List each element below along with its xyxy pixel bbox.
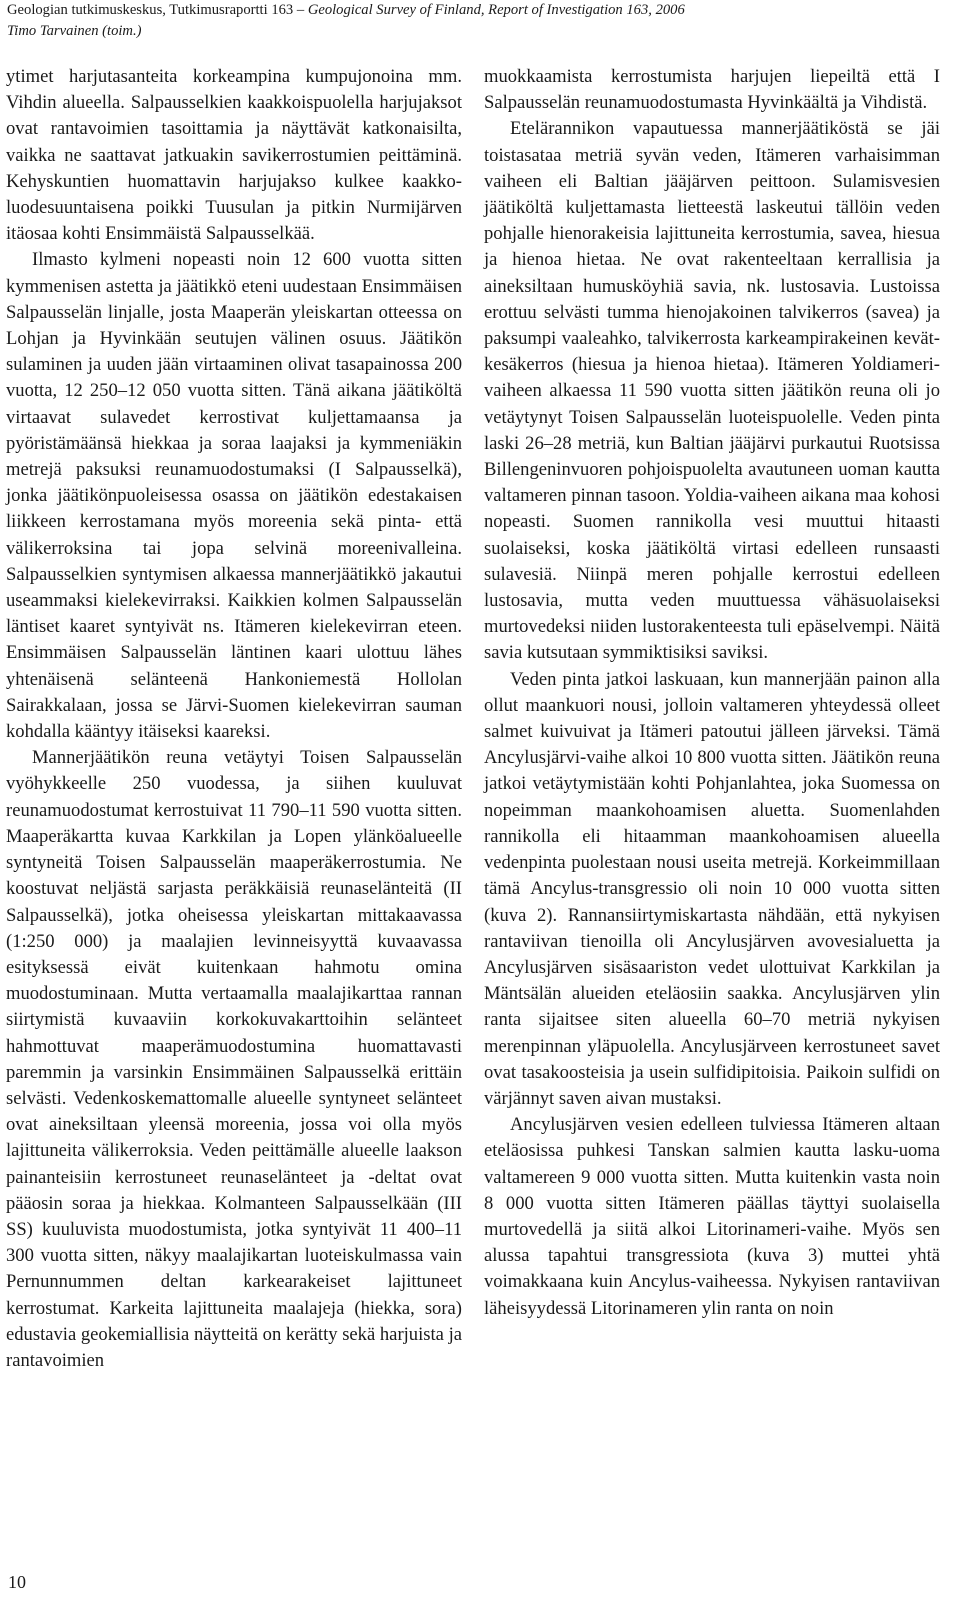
right-paragraph-1: muokkaamista kerrostumista harjujen liepeiltä että I Salpausselän reunamuodostumasta Hyvinkäältä ja Vihdistä. bbox=[484, 66, 940, 114]
header-editor: Timo Tarvainen (toim.) bbox=[7, 23, 142, 39]
page-number: 10 bbox=[8, 1572, 26, 1592]
right-paragraph-4: Ancylusjärven vesien edelleen tulviessa Itämeren altaan eteläosissa puhkesi Tanskan salmien kautta lasku-uoma valtamereen 9 000 vuotta sitten. Mutta kuitenkin vasta noin 8 000 vuotta sitten Itämeren päällas täyttyi suolaisella murtovedellä ja siitä alkoi Litorinameri-vaihe. Myös sen alussa tapahtui transgressiota (kuva 3) muttei yhtä voimakkaana kuin Ancylus-vaiheessa. Nykyisen rantaviivan läheisyydessä Litorinameren ylin ranta on noin bbox=[484, 1114, 940, 1319]
header-series-line bbox=[7, 0, 947, 21]
left-paragraph-3: Mannerjäätikön reuna vetäytyi Toisen Salpausselän vyöhykkeelle 250 vuodessa, ja siihen kuuluvat reunamuodostumat kerrostuivat 11 790–11 590 vuotta sitten. Maaperäkartta kuvaa Karkkilan ja Lopen ylänköalueelle syntyneitä Toisen Salpausselän maaperäkerrostumia. Ne koostuvat neljästä sarjasta peräkkäisiä reunaselänteitä (II Salpausselkä), jotka oheisessa yleiskartan mittakaavassa (1:250 000) ja maalajien levinneisyyttä kuvaavassa esityksessä eivät kuitenkaan hahmotu omina muodostuminaan. Mutta vertaamalla maalajikarttaa rannan siirtymistä kuvaaviin korkokuvakarttoihin selänteet hahmottuvat maaperämuodostumina huomattavasti paremmin ja varsinkin Ensimmäinen Salpausselkä erittäin selvästi. Vedenkoskemattomalle alueelle syntyneet selänteet ovat aineksiltaan yleensä moreenia, jossa voi olla myös lajittuneita välikerroksia. Veden peittämälle alueelle laakson painanteisiin kerrostuneet reunaselänteet ja -deltat ovat pääosin soraa ja hiekkaa. Kolmanteen Salpausselkään (III SS) kuuluvista muodostumista, jotka syntyivät 11 400–11 300 vuotta sitten, näkyy maalajikartan luoteiskulmassa vain Pernunnummen deltan karkearakeiset lajittuneet kerrostumat. Karkeita lajittuneita maalajeja (hiekka, sora) edustavia geokemiallisia näytteitä on kerätty sekä harjuista ja rantavoimien bbox=[6, 747, 462, 1371]
left-paragraph-1: ytimet harjutasanteita korkeampina kumpujonoina mm. Vihdin alueella. Salpausselkien kaakkoispuolella harjujaksot ovat rantavoimien tasoittamia ja näyttävät katkonaisilta, vaikka ne saattavat jatkuakin savikerrostumien peittäminä. Kehyskuntien huomattavin harjujakso kulkee kaakko-luodesuuntaisena poikki Tuusulan ja pitkin Nurmijärven itäosaa kohti Ensimmäistä Salpausselkää. bbox=[6, 66, 462, 245]
header-series-en: Geological Survey of Finland, Report of Investigation 163, 2006 bbox=[307, 2, 685, 18]
right-paragraph-3: Veden pinta jatkoi laskuaan, kun mannerjään painon alla ollut maankuori nousi, jolloin valtameren yhteydessä olleet salmet kuivuivat ja Itämeri patoutui jälleen järveksi. Tämä Ancylusjärvi-vaihe alkoi 10 800 vuotta sitten. Jäätikön reuna jatkoi vetäytymistään kohti Pohjanlahtea, joka Suomessa on nopeimman maankohoamisen aluetta. Suomenlahden rannikolla eli hitaamman maankohoamisen alueella vedenpinta puolestaan nousi useita metrejä. Korkeimmillaan tämä Ancylus-transgressio oli noin 10 000 vuotta sitten (kuva 2). Rannansiirtymiskartasta nähdään, että nykyisen rantaviivan tienoilla oli Ancylusjärven avovesialuetta ja Ancylusjärven sisäsaariston vedet ulottuivat Karkkilan ja Mäntsälän alueiden eteläosiin saakka. Ancylusjärven ylin ranta sijaitsee siten alueella 60–70 metriä nykyisen merenpinnan yläpuolella. Ancylusjärveen kerrostuneet savet ovat tasakoosteisia ja usein sulfidipitoisia. Paikoin sulfidi on värjännyt saven aivan mustaksi. bbox=[484, 668, 940, 1109]
right-paragraph-2: Etelärannikon vapautuessa mannerjäätiköstä se jäi toistasataa metriä syvän veden, Itämeren varhaisimman vaiheen eli Baltian jääjärven peittoon. Sulamisvesien jäätiköltä kuljettamasta lietteestä laskeutui tällöin veden pohjalle hienorakeisia lajittuneita kerrostumia, savea, hiesua ja hienoa hietaa. Ne ovat rakenteeltaan kerrallisia ja aineksiltaan humusköyhiä savia, nk. lustosavia. Lustoissa erottuu selvästi tumma hienojakoinen talvikerros (savea) ja paksumpi vaaleahko, talvikerrosta karkeampirakeinen kevät-kesäkerros (hiesua ja hienoa hietaa). Itämeren Yoldiameri-vaiheen alkaessa 11 590 vuotta sitten jäätikön reuna oli jo vetäytynyt Toisen Salpausselän luoteispuolelle. Veden pinta laski 26–28 metriä, kun Baltian jääjärvi purkautui Ruotsissa Billengeninvuoren pohjoispuolelta avautuneen uoman kautta valtameren pinnan tasoon. Yoldia-vaiheen aikana maa kohosi nopeasti. Suomen rannikolla vesi muuttui hitaasti suolaiseksi, koska jäätiköltä virtasi edelleen runsaasti sulavesiä. Niinpä meren pohjalle kerrostui edelleen lustosavia, mutta veden muuttuessa vähäsuolaiseksi murtovedeksi niiden lustorakenteesta tuli epäselvempi. Näitä savia kutsutaan symmiktisiksi saviksi. bbox=[484, 118, 940, 664]
left-paragraph-2: Ilmasto kylmeni nopeasti noin 12 600 vuotta sitten kymmenisen astetta ja jäätikkö eteni uudestaan Ensimmäisen Salpausselän linjalle, josta Maaperän yleiskartan otteessa on Lohjan ja Hyvinkään seutujen välinen osuus. Jäätikön sulaminen ja uuden jään virtaaminen olivat tasapainossa 200 vuotta, 12 250–12 050 vuotta sitten. Tänä aikana jäätiköltä virtaavat sulavedet kerrostivat kuljettamaansa ja pyöristämäänsä hiekkaa ja soraa laajaksi ja kymmeniäkin metrejä paksuksi reunamuodostumaksi (I Salpausselkä), jonka jäätikönpuoleisessa osassa on jäätikön edestakaisen liikkeen kerrostamana myös moreenia sekä pinta- että välikerroksina tai jopa selvinä moreenivalleina. Salpausselkien syntymisen alkaessa mannerjäätikkö jakautui useammaksi kielekevirraksi. Kaikkien kolmen Salpausselän läntiset kaaret syntyivät ns. Itämeren kielekevirran eteen. Ensimmäisen Salpausselän läntinen kaari ulottuu lähes yhtenäisenä selänteenä Hankoniemestä Hollolan Sairakkalaan, jossa se Järvi-Suomen kielekevirran sauman kohdalla kääntyy itäiseksi kaareksi. bbox=[6, 249, 462, 743]
header-series-fi: Geologian tutkimuskeskus, Tutkimusraportti 163 – bbox=[7, 2, 308, 18]
right-text-column bbox=[484, 64, 940, 1322]
left-text-column bbox=[6, 64, 462, 1374]
running-header bbox=[7, 0, 947, 42]
